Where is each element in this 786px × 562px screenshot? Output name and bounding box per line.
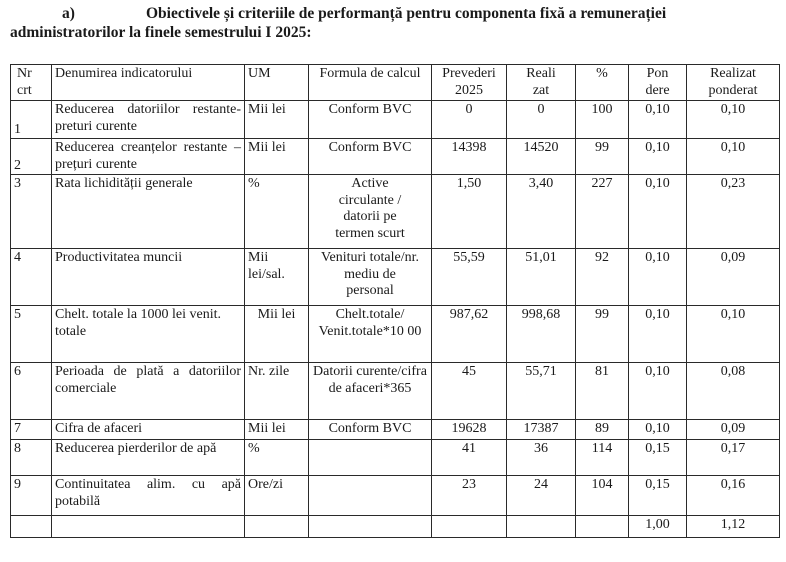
performance-criteria-table (10, 64, 780, 538)
row-pondere: 0,10 (629, 420, 687, 440)
row-pondere: 0,10 (629, 101, 687, 139)
row-realizat-ponderat: 0,16 (687, 476, 780, 516)
row-um: Mii lei (245, 420, 309, 440)
row-um: Mii lei (245, 306, 309, 363)
row-prevederi: 987,62 (432, 306, 507, 363)
row-um: Nr. zile (245, 363, 309, 420)
row-nr: 2 (11, 139, 52, 175)
table-row (11, 476, 780, 516)
row-indicator: Continuitatea alim. cu apă potabilă (52, 476, 245, 516)
row-formula: Conform BVC (309, 139, 432, 175)
totals-realizat-ponderat: 1,12 (687, 516, 780, 538)
table-row (11, 249, 780, 306)
row-prevederi: 1,50 (432, 175, 507, 249)
row-prevederi: 23 (432, 476, 507, 516)
totals-empty-percent (576, 516, 629, 538)
row-formula: Active circulante / datorii pe termen scurt (309, 175, 432, 249)
heading-title-line1: Obiectivele și criteriile de performanță pentru componenta fixă a remunerației (146, 5, 667, 22)
row-indicator: Reducerea creanțelor restante – prețuri curente (52, 139, 245, 175)
table-row (11, 175, 780, 249)
row-indicator: Productivitatea muncii (52, 249, 245, 306)
header-pondere: Pon dere (629, 65, 687, 101)
row-realizat: 36 (507, 440, 576, 476)
table-row (11, 440, 780, 476)
row-indicator: Reducerea pierderilor de apă (52, 440, 245, 476)
row-nr: 7 (11, 420, 52, 440)
row-realizat: 51,01 (507, 249, 576, 306)
row-um: Mii lei (245, 101, 309, 139)
row-pondere: 0,15 (629, 476, 687, 516)
row-realizat-ponderat: 0,09 (687, 420, 780, 440)
row-indicator: Chelt. totale la 1000 lei venit. totale (52, 306, 245, 363)
table-row (11, 363, 780, 420)
row-nr: 8 (11, 440, 52, 476)
table-row (11, 420, 780, 440)
totals-empty-um (245, 516, 309, 538)
row-realizat-ponderat: 0,23 (687, 175, 780, 249)
row-realizat-ponderat: 0,10 (687, 101, 780, 139)
row-um: Mii lei (245, 139, 309, 175)
header-um: UM (245, 65, 309, 101)
totals-empty-formula (309, 516, 432, 538)
header-realizat: Reali zat (507, 65, 576, 101)
header-nr: Nr crt (11, 65, 52, 101)
header-realizat-ponderat: Realizat ponderat (687, 65, 780, 101)
totals-empty-nr (11, 516, 52, 538)
row-formula: Venituri totale/nr. mediu de personal (309, 249, 432, 306)
table-header-row (11, 65, 780, 101)
row-formula: Conform BVC (309, 101, 432, 139)
row-indicator: Rata lichidității generale (52, 175, 245, 249)
row-nr: 6 (11, 363, 52, 420)
row-realizat-ponderat: 0,10 (687, 306, 780, 363)
row-realizat-ponderat: 0,09 (687, 249, 780, 306)
row-nr: 5 (11, 306, 52, 363)
row-realizat: 17387 (507, 420, 576, 440)
row-um: Mii lei/sal. (245, 249, 309, 306)
row-realizat: 55,71 (507, 363, 576, 420)
row-pondere: 0,10 (629, 306, 687, 363)
header-prevederi: Prevederi 2025 (432, 65, 507, 101)
row-prevederi: 14398 (432, 139, 507, 175)
row-formula: Conform BVC (309, 420, 432, 440)
row-prevederi: 41 (432, 440, 507, 476)
row-percent: 89 (576, 420, 629, 440)
row-percent: 81 (576, 363, 629, 420)
row-percent: 114 (576, 440, 629, 476)
row-realizat: 14520 (507, 139, 576, 175)
row-formula: Datorii curente/cifra de afaceri*365 (309, 363, 432, 420)
row-percent: 227 (576, 175, 629, 249)
row-prevederi: 0 (432, 101, 507, 139)
row-pondere: 0,10 (629, 139, 687, 175)
row-pondere: 0,10 (629, 363, 687, 420)
totals-pondere: 1,00 (629, 516, 687, 538)
table-row (11, 306, 780, 363)
header-percent: % (576, 65, 629, 101)
table-row (11, 139, 780, 175)
header-indicator: Denumirea indicatorului (52, 65, 245, 101)
row-realizat: 3,40 (507, 175, 576, 249)
totals-empty-prevederi (432, 516, 507, 538)
totals-empty-realizat (507, 516, 576, 538)
row-realizat-ponderat: 0,17 (687, 440, 780, 476)
row-realizat: 0 (507, 101, 576, 139)
row-um: Ore/zi (245, 476, 309, 516)
table-row (11, 101, 780, 139)
header-formula: Formula de calcul (309, 65, 432, 101)
totals-row (11, 516, 780, 538)
row-formula: Chelt.totale/ Venit.totale*10 00 (309, 306, 432, 363)
section-heading (10, 4, 780, 42)
row-nr: 1 (11, 101, 52, 139)
row-um: % (245, 440, 309, 476)
row-formula (309, 440, 432, 476)
row-prevederi: 45 (432, 363, 507, 420)
row-indicator: Perioada de plată a datoriilor comerciale (52, 363, 245, 420)
row-nr: 9 (11, 476, 52, 516)
section-marker: a) (62, 5, 75, 22)
row-indicator: Cifra de afaceri (52, 420, 245, 440)
row-pondere: 0,10 (629, 249, 687, 306)
row-um: % (245, 175, 309, 249)
row-pondere: 0,10 (629, 175, 687, 249)
row-percent: 99 (576, 306, 629, 363)
row-percent: 104 (576, 476, 629, 516)
row-nr: 4 (11, 249, 52, 306)
row-pondere: 0,15 (629, 440, 687, 476)
row-realizat-ponderat: 0,08 (687, 363, 780, 420)
row-realizat: 24 (507, 476, 576, 516)
row-realizat-ponderat: 0,10 (687, 139, 780, 175)
row-formula (309, 476, 432, 516)
heading-title-line2: administratorilor la finele semestrului I 2025: (10, 24, 312, 41)
row-percent: 92 (576, 249, 629, 306)
row-realizat: 998,68 (507, 306, 576, 363)
row-prevederi: 55,59 (432, 249, 507, 306)
row-percent: 99 (576, 139, 629, 175)
row-nr: 3 (11, 175, 52, 249)
row-prevederi: 19628 (432, 420, 507, 440)
totals-empty-indicator (52, 516, 245, 538)
row-percent: 100 (576, 101, 629, 139)
row-indicator: Reducerea datoriilor restante-preturi curente (52, 101, 245, 139)
